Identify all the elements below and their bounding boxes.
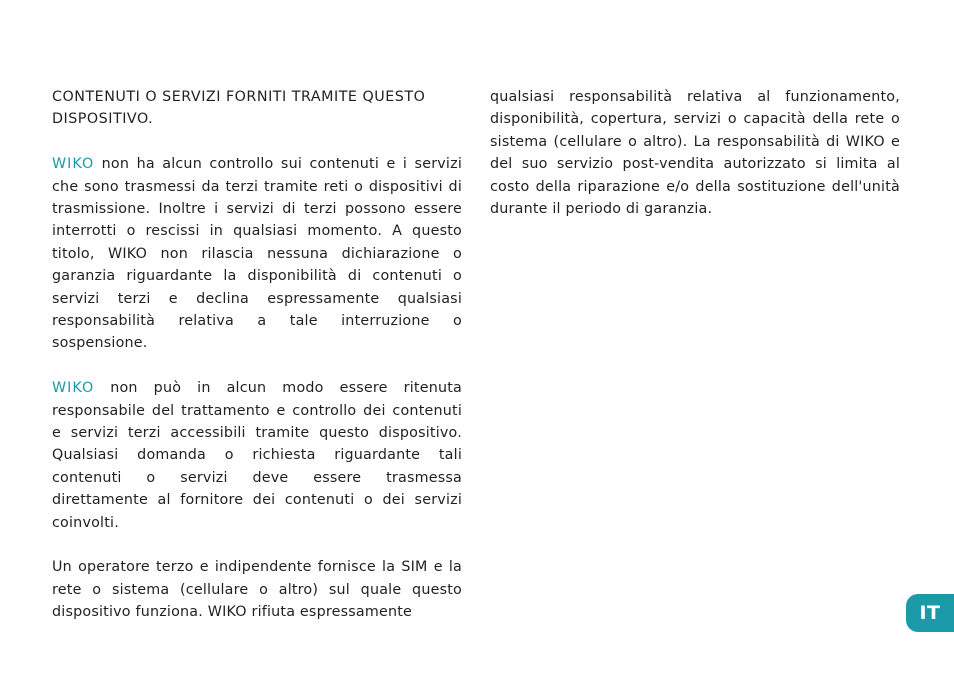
right-column bbox=[490, 86, 900, 243]
section-heading: CONTENUTI O SERVIZI FORNITI TRAMITE QUESTO DISPOSITIVO. bbox=[52, 89, 426, 128]
brand-name: WIKO bbox=[52, 156, 95, 173]
brand-name: WIKO bbox=[52, 380, 95, 397]
paragraph-responsibility bbox=[52, 377, 462, 534]
paragraph-text: non può in alcun modo essere ritenuta responsabile del trattamento e controllo dei contenuti e servizi terzi accessibili tramite questo dispositivo. Qualsiasi domanda o richiesta riguardante tali contenuti o servizi deve essere trasmessa direttamente al fornitore dei contenuti o dei servizi coinvolti. bbox=[52, 380, 462, 531]
paragraph-operator: Un operatore terzo e indipendente fornisce la SIM e la rete o sistema (cellulare o altro) sul quale questo dispositivo funziona. WIKO rifiuta espressamente bbox=[52, 559, 462, 621]
paragraph-operator-continued: qualsiasi responsabilità relativa al funzionamento, disponibilità, copertura, servizi o capacità della rete o sistema (cellulare o altro). La responsabilità di WIKO e del suo servizio post-vendita autorizzato si limita al costo della riparazione e/o della sostituzione dell'unità durante il periodo di garanzia. bbox=[490, 89, 900, 218]
language-tab: IT bbox=[906, 594, 954, 632]
paragraph-text: non ha alcun controllo sui contenuti e i servizi che sono trasmessi da terzi tramite reti o dispositivi di trasmissione. Inoltre i servizi di terzi possono essere interrotti o rescissi in qualsiasi momento. A questo titolo, WIKO non rilascia nessuna dichiarazione o garanzia riguardante la disponibilità di contenuti o servizi terzi e declina espressamente qualsiasi responsabilità relativa a tale interruzione o sospensione. bbox=[52, 156, 462, 352]
paragraph-content-control bbox=[52, 153, 462, 355]
left-column bbox=[52, 86, 462, 646]
